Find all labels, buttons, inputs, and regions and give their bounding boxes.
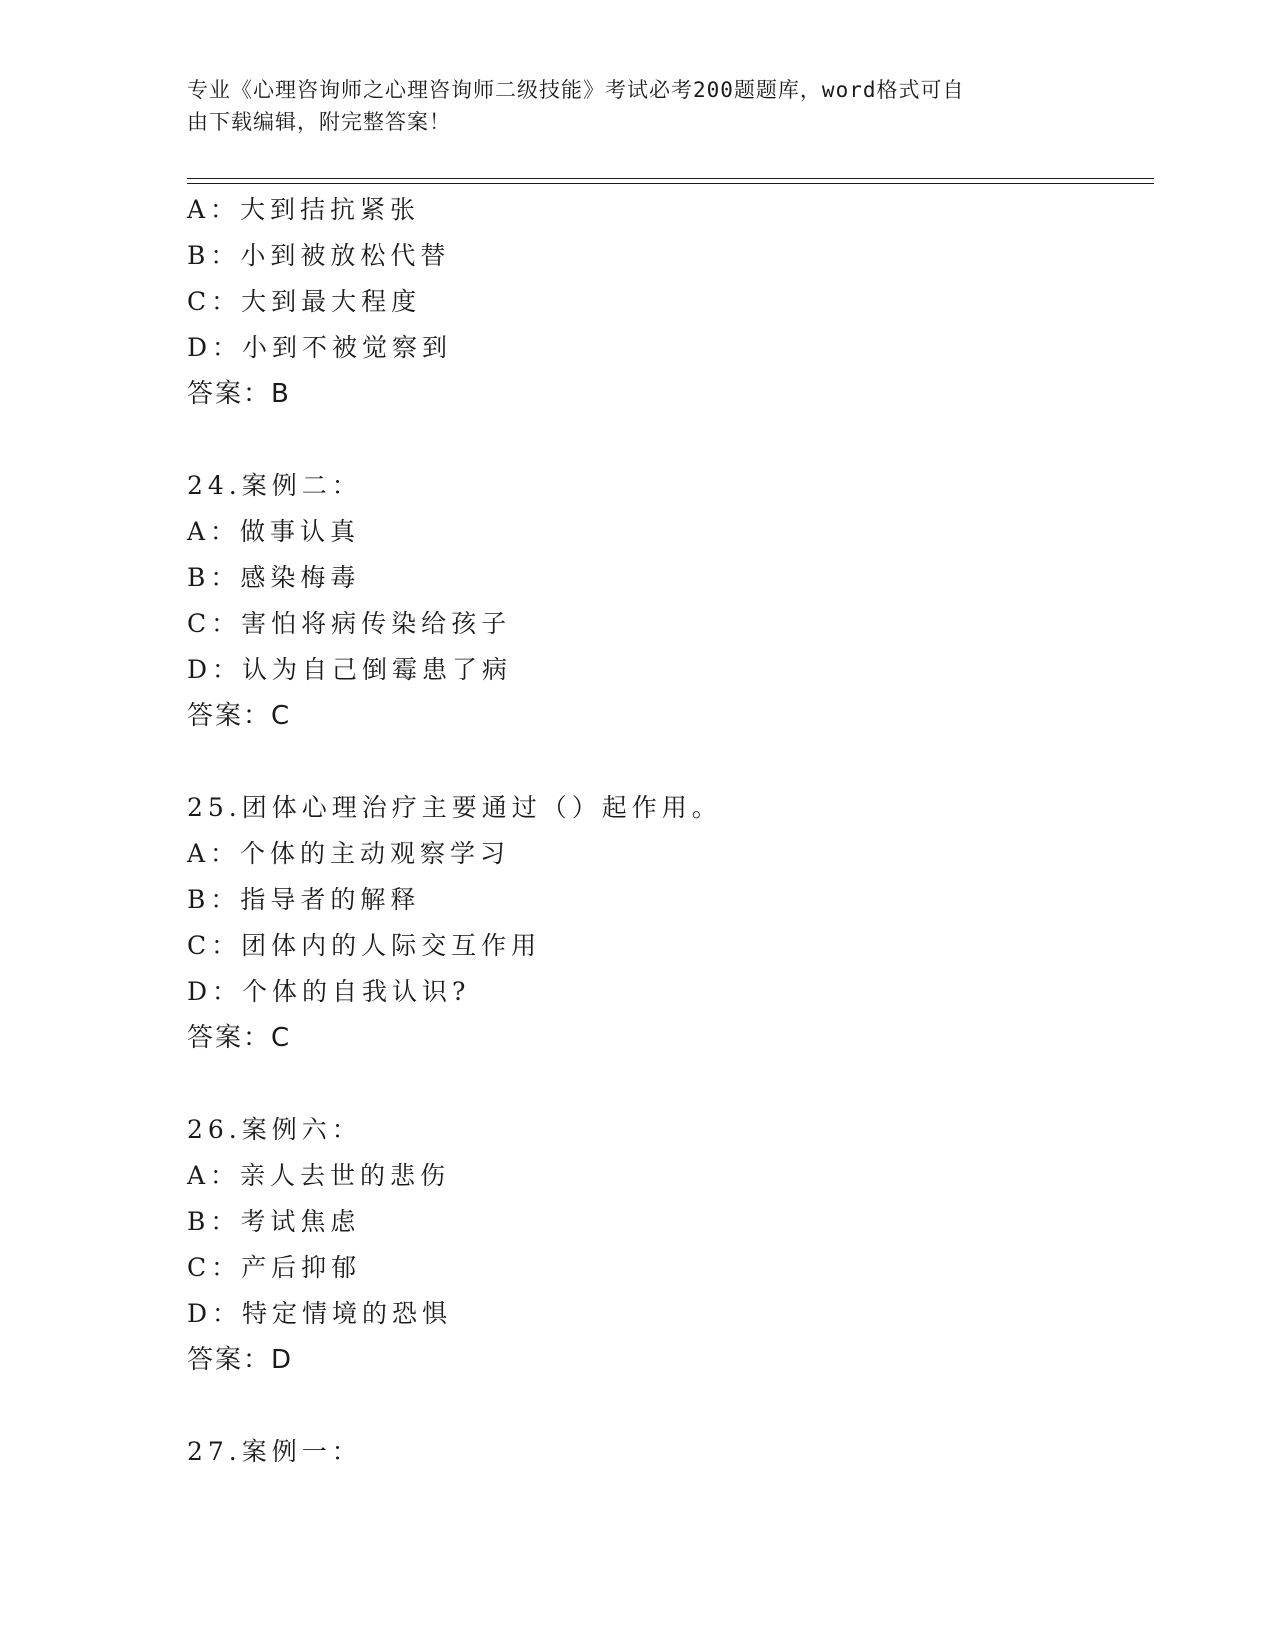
option-b: B：考试焦虑: [187, 1207, 361, 1236]
document-header: [187, 74, 1087, 138]
option-a: A：大到拮抗紧张: [187, 195, 421, 224]
question-27: [187, 1429, 1147, 1475]
option-d: D：小到不被觉察到: [187, 333, 453, 362]
question-title: 25.团体心理治疗主要通过（）起作用。: [187, 793, 722, 822]
option-c: C：产后抑郁: [187, 1253, 362, 1282]
option-a: A：做事认真: [187, 517, 361, 546]
question-title: 27.案例一：: [187, 1437, 362, 1466]
question-title: 26.案例六：: [187, 1115, 362, 1144]
spacer: [187, 417, 1147, 463]
question-25: [187, 785, 1147, 1061]
option-c: C：害怕将病传染给孩子: [187, 609, 512, 638]
option-b: B：指导者的解释: [187, 885, 421, 914]
answer-line: 答案：D: [187, 1345, 294, 1375]
answer-line: 答案：B: [187, 379, 291, 409]
option-c: C：大到最大程度: [187, 287, 422, 316]
spacer: [187, 739, 1147, 785]
question-26: [187, 1107, 1147, 1383]
option-a: A：亲人去世的悲伤: [187, 1161, 451, 1190]
option-b: B：小到被放松代替: [187, 241, 451, 270]
spacer: [187, 1061, 1147, 1107]
option-d: D：特定情境的恐惧: [187, 1299, 453, 1328]
answer-line: 答案：C: [187, 1023, 292, 1053]
header-divider-bottom: [187, 183, 1154, 184]
option-d: D：个体的自我认识?: [187, 977, 471, 1006]
question-23: [187, 187, 1147, 417]
question-24: [187, 463, 1147, 739]
option-d: D：认为自己倒霉患了病: [187, 655, 513, 684]
header-line-1: 专业《心理咨询师之心理咨询师二级技能》考试必考200题题库，word格式可自: [187, 78, 965, 102]
spacer: [187, 1383, 1147, 1429]
question-list: [187, 187, 1147, 1475]
answer-line: 答案：C: [187, 701, 292, 731]
header-line-2: 由下载编辑，附完整答案！: [187, 110, 451, 134]
question-title: 24.案例二：: [187, 471, 362, 500]
option-b: B：感染梅毒: [187, 563, 361, 592]
option-c: C：团体内的人际交互作用: [187, 931, 542, 960]
header-divider-top: [187, 178, 1154, 179]
option-a: A：个体的主动观察学习: [187, 839, 511, 868]
